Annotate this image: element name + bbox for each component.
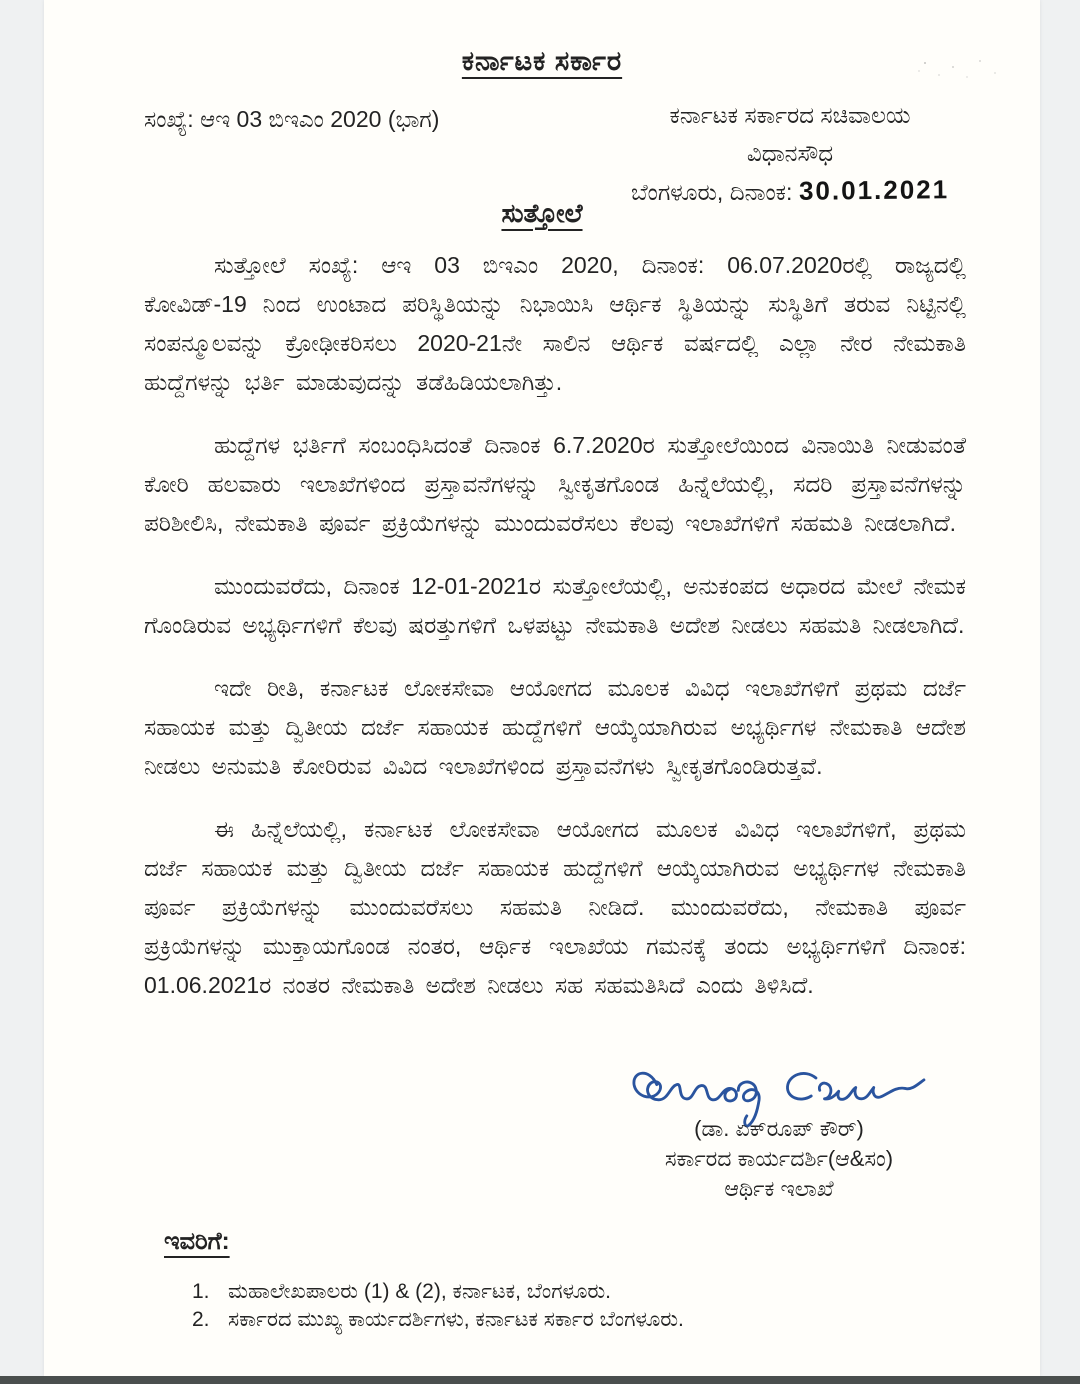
paragraph-3: ಮುಂದುವರೆದು, ದಿನಾಂಕ 12-01-2021ರ ಸುತ್ತೋಲೆಯಲ್ಲಿ, ಅನುಕಂಪದ ಅಧಾರದ ಮೇಲೆ ನೇಮಕ ಗೊಂಡಿರುವ ಅಭ್ಯರ್ಥಿಗಳಿಗೆ ಕೆಲವು ಷರತ್ತುಗಳಿಗೆ ಒಳಪಟ್ಟು ನೇಮಕಾತಿ ಅದೇಶ ನೀಡಲು ಸಹಮತಿ ನೀಡಲಾಗಿದೆ. xyxy=(144,573,966,638)
distribution-heading: ಇವರಿಗೆ: xyxy=(164,1228,230,1255)
circular-heading: ಸುತ್ತೋಲೆ xyxy=(501,198,583,228)
signatory-department: ಆರ್ಥಿಕ ಇಲಾಖೆ xyxy=(724,1176,834,1201)
list-item-text: ಸರ್ಕಾರದ ಮುಖ್ಯ ಕಾರ್ಯದರ್ಶಿಗಳು, ಕರ್ನಾಟಕ ಸರ್ಕಾರ ಬೆಂಗಳೂರು. xyxy=(228,1308,684,1331)
handwritten-date: 30.01.2021 xyxy=(798,174,950,206)
list-item-text: ಮಹಾಲೇಖಪಾಲರು (1) & (2), ಕರ್ನಾಟಕ, ಬೆಂಗಳೂರು. xyxy=(228,1280,612,1303)
signatory-designation: ಸರ್ಕಾರದ ಕಾರ್ಯದರ್ಶಿ(ಆ&ಸಂ) xyxy=(664,1146,894,1171)
list-item-number: 2. xyxy=(192,1308,210,1331)
scan-edge-bar xyxy=(0,1376,1080,1384)
scan-noise-speckles xyxy=(924,62,926,64)
list-item xyxy=(192,1306,684,1334)
reference-number: ಸಂಖ್ಯೆ: ಆಇ 03 ಬಿಇಎಂ 2020 (ಭಾಗ) xyxy=(144,106,440,132)
letter-body xyxy=(144,246,966,1029)
distribution-list xyxy=(192,1278,684,1334)
scanned-letter-page xyxy=(44,0,1040,1376)
office-address-block xyxy=(580,96,1000,211)
office-address-line1: ಕರ್ನಾಟಕ ಸರ್ಕಾರದ ಸಚಿವಾಲಯ xyxy=(669,102,911,128)
office-address-line2: ವಿಧಾನಸೌಧ xyxy=(746,140,834,166)
paragraph-2: ಹುದ್ದೆಗಳ ಭರ್ತಿಗೆ ಸಂಬಂಧಿಸಿದಂತೆ ದಿನಾಂಕ 6.7.2020ರ ಸುತ್ತೋಲೆಯಿಂದ ವಿನಾಯಿತಿ ನೀಡುವಂತೆ ಕೋರಿ ಹಲವಾರು ಇಲಾಖೆಗಳಿಂದ ಪ್ರಸ್ತಾವನೆಗಳನ್ನು ಸ್ವೀಕೃತಗೊಂಡ ಹಿನ್ನೆಲೆಯಲ್ಲಿ, ಸದರಿ ಪ್ರಸ್ತಾವನೆಗಳನ್ನು ಪರಿಶೀಲಿಸಿ, ನೇಮಕಾತಿ ಪೂರ್ವ ಪ್ರಕ್ರಿಯೆಗಳನ್ನು ಮುಂದುವರೆಸಲು ಕೆಲವು ಇಲಾಖೆಗಳಿಗೆ ಸಹಮತಿ ನೀಡಲಾಗಿದೆ. xyxy=(144,432,966,536)
paragraph-4: ಇದೇ ರೀತಿ, ಕರ್ನಾಟಕ ಲೋಕಸೇವಾ ಆಯೋಗದ ಮೂಲಕ ವಿವಿಧ ಇಲಾಖೆಗಳಿಗೆ ಪ್ರಥಮ ದರ್ಜೆ ಸಹಾಯಕ ಮತ್ತು ದ್ವಿತೀಯ ದರ್ಜೆ ಸಹಾಯಕ ಹುದ್ದೆಗಳಿಗೆ ಆಯ್ಕೆಯಾಗಿರುವ ಅಭ್ಯರ್ಥಿಗಳ ನೇಮಕಾತಿ ಆದೇಶ ನೀಡಲು ಅನುಮತಿ ಕೋರಿರುವ ವಿವಿದ ಇಲಾಖೆಗಳಿಂದ ಪ್ರಸ್ತಾವನೆಗಳು ಸ್ವೀಕೃತಗೊಂಡಿರುತ್ತವೆ. xyxy=(144,675,966,779)
page-title: ಕರ್ನಾಟಕ ಸರ್ಕಾರ xyxy=(461,46,623,76)
distribution-section xyxy=(164,1228,684,1334)
place-date-label: ಬೆಂಗಳೂರು, ದಿನಾಂಕ: xyxy=(631,179,799,205)
paragraph-5: ಈ ಹಿನ್ನೆಲೆಯಲ್ಲಿ, ಕರ್ನಾಟಕ ಲೋಕಸೇವಾ ಆಯೋಗದ ಮೂಲಕ ವಿವಿಧ ಇಲಾಖೆಗಳಿಗೆ, ಪ್ರಥಮ ದರ್ಜೆ ಸಹಾಯಕ ಮತ್ತು ದ್ವಿತೀಯ ದರ್ಜೆ ಸಹಾಯಕ ಹುದ್ದೆಗಳಿಗೆ ಆಯ್ಕೆಯಾಗಿರುವ ಅಭ್ಯರ್ಥಿಗಳ ನೇಮಕಾತಿ ಪೂರ್ವ ಪ್ರಕ್ರಿಯೆಗಳನ್ನು ಮುಂದುವರೆಸಲು ಸಹಮತಿ ನೀಡಿದೆ. ಮುಂದುವರೆದು, ನೇಮಕಾತಿ ಪೂರ್ವ ಪ್ರಕ್ರಿಯೆಗಳನ್ನು ಮುಕ್ತಾಯಗೊಂಡ ನಂತರ, ಆರ್ಥಿಕ ಇಲಾಖೆಯ ಗಮನಕ್ಕೆ ತಂದು ಅಭ್ಯರ್ಥಿಗಳಿಗೆ ದಿನಾಂಕ: 01.06.2021ರ ನಂತರ ನೇಮಕಾತಿ ಅದೇಶ ನೀಡಲು ಸಹ ಸಹಮತಿಸಿದೆ ಎಂದು ತಿಳಿಸಿದೆ. xyxy=(144,816,966,998)
signature-block xyxy=(584,1060,974,1204)
list-item xyxy=(192,1278,684,1306)
signatory-name: (ಡಾ. ಏಕ್‌ರೂಪ್ ಕೌರ್) xyxy=(694,1116,864,1141)
list-item-number: 1. xyxy=(192,1280,210,1303)
paragraph-1: ಸುತ್ತೋಲೆ ಸಂಖ್ಯೆ: ಆಇ 03 ಬಿಇಎಂ 2020, ದಿನಾಂಕ: 06.07.2020ರಲ್ಲಿ ರಾಜ್ಯದಲ್ಲಿ ಕೋವಿಡ್-19 ನಿಂದ ಉಂಟಾದ ಪರಿಸ್ಥಿತಿಯನ್ನು ನಿಭಾಯಿಸಿ ಆರ್ಥಿಕ ಸ್ಥಿತಿಯನ್ನು ಸುಸ್ಥಿತಿಗೆ ತರುವ ನಿಟ್ಟಿನಲ್ಲಿ ಸಂಪನ್ಮೂಲವನ್ನು ಕ್ರೋಢೀಕರಿಸಲು 2020-21ನೇ ಸಾಲಿನ ಆರ್ಥಿಕ ವರ್ಷದಲ್ಲಿ ಎಲ್ಲಾ ನೇರ ನೇಮಕಾತಿ ಹುದ್ದೆಗಳನ್ನು ಭರ್ತಿ ಮಾಡುವುದನ್ನು ತಡೆಹಿಡಿಯಲಾಗಿತ್ತು. xyxy=(144,252,966,395)
